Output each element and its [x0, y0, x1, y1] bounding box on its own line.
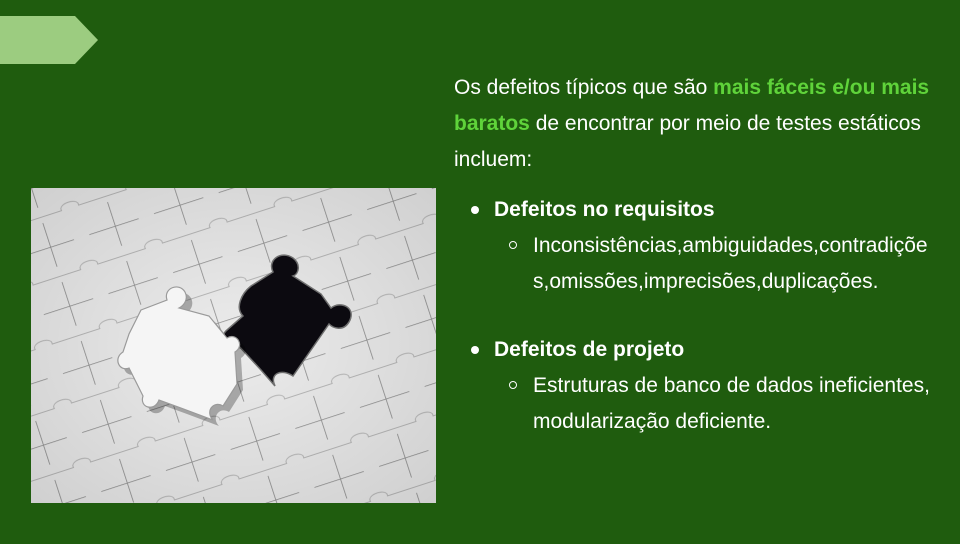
defect-list — [454, 192, 940, 440]
sub-item — [494, 228, 940, 300]
decorative-arrow-tag — [0, 16, 98, 64]
sub-item — [494, 368, 940, 440]
jigsaw-puzzle-illustration — [31, 188, 436, 503]
item-title: Defeitos no requisitos — [494, 198, 715, 221]
item-detail: Inconsistências,ambiguidades,contradições,omissões,imprecisões,duplicações. — [533, 234, 928, 293]
puzzle-image — [31, 188, 436, 503]
hollow-bullet-icon — [509, 241, 517, 249]
hollow-bullet-icon — [509, 381, 517, 389]
slide-content — [454, 70, 940, 440]
list-item-requirements — [454, 192, 940, 300]
intro-text-after: de encontrar por meio de testes estáticos incluem: — [454, 112, 921, 171]
item-title: Defeitos de projeto — [494, 338, 685, 361]
bullet-icon — [471, 346, 479, 354]
bullet-icon — [471, 206, 479, 214]
intro-paragraph — [454, 70, 940, 178]
list-item-design — [454, 332, 940, 440]
intro-highlight: mais fáceis e/ou mais baratos — [454, 76, 930, 135]
intro-text-before: Os defeitos típicos que são — [454, 76, 708, 99]
item-detail: Estruturas de banco de dados ineficientes, modularização deficiente. — [533, 374, 930, 433]
